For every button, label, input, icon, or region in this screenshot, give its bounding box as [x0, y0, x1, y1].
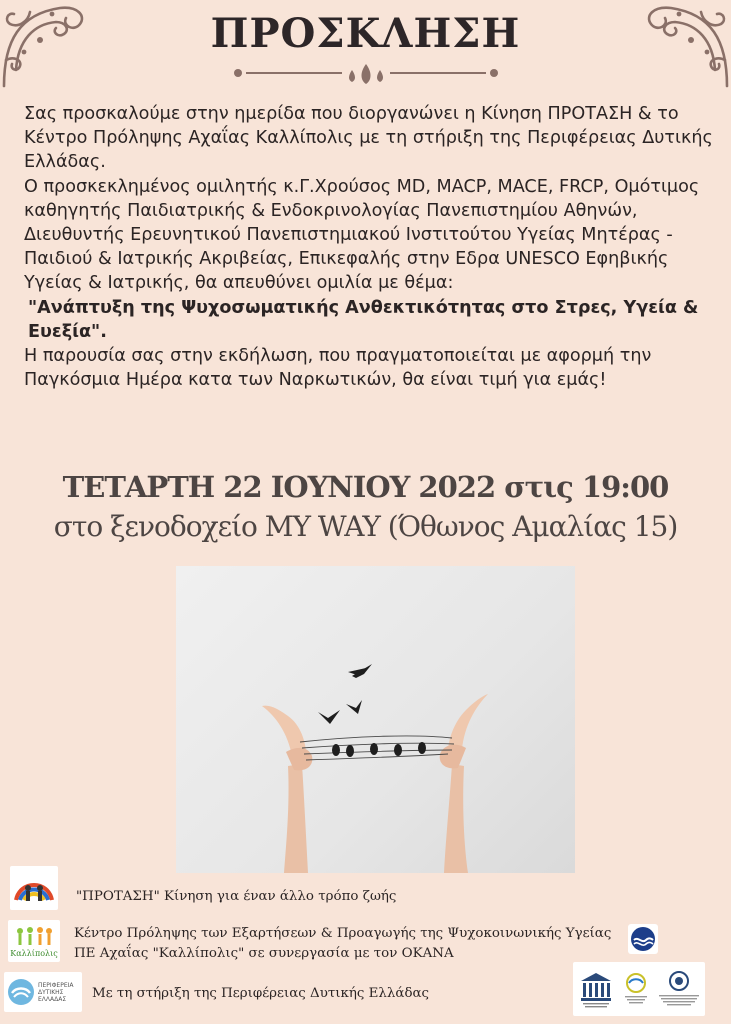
unitwin-icon [623, 972, 649, 1006]
university-seal-icon [657, 969, 701, 1009]
protasi-caption: "ΠΡΟΤΑΣΗ" Κίνηση για έναν άλλο τρόπο ζωής [76, 889, 397, 904]
event-venue: στο ξενοδοχείο MY WAY (Όθωνος Αμαλίας 15) [53, 510, 678, 543]
unesco-temple-icon [577, 969, 615, 1009]
region-support-caption: Με τη στήριξη της Περιφέρειας Δυτικής Ελλάδας [92, 986, 430, 1001]
event-date: ΤΕΤΑΡΤΗ 22 ΙΟΥΝΙΟΥ 2022 στις 19:00 [62, 470, 669, 504]
ornamental-divider [232, 60, 500, 88]
hands-birds-photo [176, 566, 575, 873]
okana-logo [628, 924, 658, 954]
closing-paragraph: Η παρουσία σας στην εκδήλωση, που πραγματοποιείται με αφορμή την Παγκόσμια Ημέρα κατα των Ναρκωτικών, θα είναι τιμή για εμάς! [24, 346, 652, 391]
kallipolis-caption-line-1: Κέντρο Πρόληψης των Εξαρτήσεων & Προαγωγής της Ψυχοκοινωνικής Υγείας [74, 926, 612, 941]
kallipolis-caption-line-2: ΠΕ Αχαΐας "Καλλίπολις" σε συνεργασία με τον ΟΚΑΝΑ [74, 946, 454, 961]
speaker-paragraph: Ο προσκεκλημένος ομιλητής κ.Γ.Χρούσος MD, MACP, MACE, FRCP, Ομότιμος καθηγητής Παιδιατρικής & Ενδοκρινολογίας Πανεπιστημίου Αθηνών, Διευθυντής Ερευνητικού Πανεπιστημιακού Ινστιτούτου Υγείας Μητέρας - Παιδιού & Ιατρικής Ακριβείας, Επικεφαλής στην Εδρα UNESCO Εφηβικής Υγείας & Ιατρικής, θα απευθύνει ομιλία με θέμα: [24, 176, 700, 294]
page-title: ΠΡΟΣΚΛΗΣΗ [210, 10, 521, 57]
western-greece-region-logo [4, 972, 82, 1012]
invitation-body [24, 102, 714, 392]
unesco-unitwin-logo [573, 962, 705, 1016]
talk-theme: "Ανάπτυξη της Ψυχοσωματικής Ανθεκτικότητας στο Στρες, Υγεία & Ευεξία". [28, 297, 699, 342]
region-logo-text: ΠΕΡΙΦΕΡΕΙΑ ΔΥΤΙΚΗΣ ΕΛΛΑΔΑΣ [38, 981, 74, 1003]
kallipolis-logo [8, 920, 60, 962]
protasi-logo [10, 866, 58, 910]
intro-paragraph: Σας προσκαλούμε στην ημερίδα που διοργανώνει η Κίνηση ΠΡΟΤΑΣΗ & το Κέντρο Πρόληψης Αχαΐας Καλλίπολις με τη στήριξη της Περιφέρειας Δυτικής Ελλάδας. [24, 104, 713, 173]
kallipolis-logo-text: Καλλίπολις [10, 948, 58, 958]
